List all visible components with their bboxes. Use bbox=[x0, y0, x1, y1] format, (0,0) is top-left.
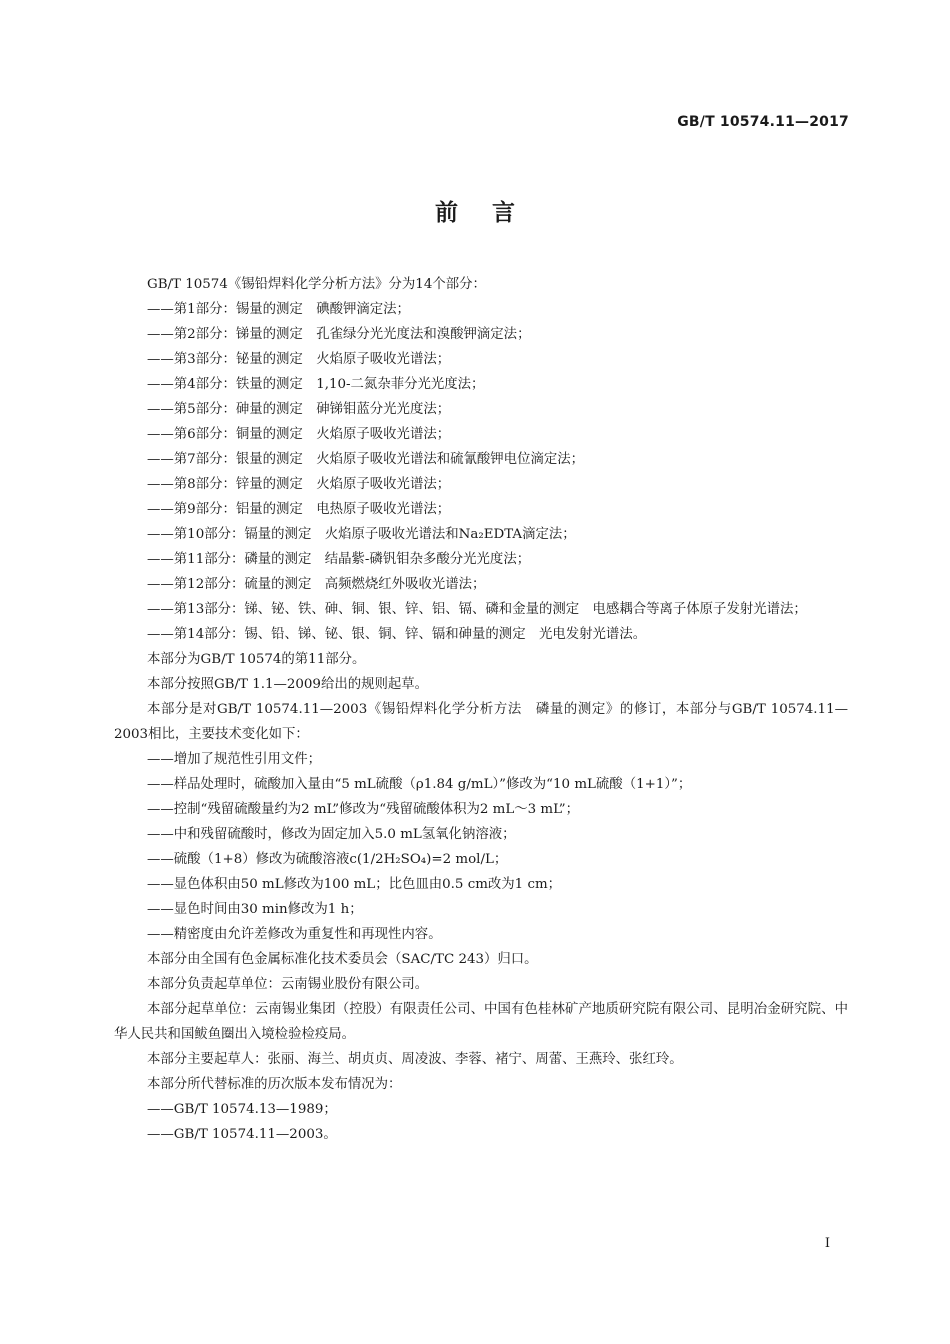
change-list-item: ——控制“残留硫酸量约为2 mL”修改为“残留硫酸体积为2 mL～3 mL”； bbox=[147, 802, 580, 817]
part-list-item: ——第8部分：锌量的测定 火焰原子吸收光谱法； bbox=[147, 477, 451, 492]
change-list-item: ——硫酸（1+8）修改为硫酸溶液c(1/2H₂SO₄)=2 mol/L； bbox=[147, 852, 508, 867]
history-intro-paragraph: 本部分所代替标准的历次版本发布情况为： bbox=[147, 1077, 402, 1092]
history-list-item: ——GB/T 10574.11—2003。 bbox=[147, 1127, 337, 1142]
part-list-item: ——第4部分：铁量的测定 1,10-二氮杂菲分光光度法； bbox=[147, 377, 485, 392]
part-list-item: ——第13部分：锑、铋、铁、砷、铜、银、锌、铝、镉、磷和金量的测定 电感耦合等离子体原子发射光谱法； bbox=[147, 602, 807, 617]
change-list-item: ——样品处理时，硫酸加入量由“5 mL硫酸（ρ1.84 g/mL）”修改为“10 mL硫酸（1+1）”； bbox=[147, 777, 692, 792]
change-list-item: ——显色时间由30 min修改为1 h； bbox=[147, 902, 363, 917]
part-list-item: ——第10部分：镉量的测定 火焰原子吸收光谱法和Na₂EDTA滴定法； bbox=[147, 527, 576, 542]
part-list-item: ——第3部分：铋量的测定 火焰原子吸收光谱法； bbox=[147, 352, 451, 367]
intro-paragraph: GB/T 10574《锡铅焊料化学分析方法》分为14个部分： bbox=[147, 277, 486, 292]
responsible-unit-paragraph: 本部分负责起草单位：云南锡业股份有限公司。 bbox=[147, 977, 429, 992]
part-list-item: ——第11部分：磷量的测定 结晶紫-磷钒钼杂多酸分光光度法； bbox=[147, 552, 531, 567]
revision-intro-paragraph: 本部分是对GB/T 10574.11—2003《锡铅焊料化学分析方法 磷量的测定》的修订，本部分与GB/T 10574.11—2003相比，主要技术变化如下： bbox=[114, 702, 848, 742]
part-list-item: ——第7部分：银量的测定 火焰原子吸收光谱法和硫氰酸钾电位滴定法； bbox=[147, 452, 585, 467]
foreword-body bbox=[114, 272, 848, 1147]
standard-code: GB/T 10574.11—2017 bbox=[677, 114, 849, 130]
page-number: I bbox=[824, 1236, 830, 1251]
part-list-item: ——第6部分：铜量的测定 火焰原子吸收光谱法； bbox=[147, 427, 451, 442]
change-list-item: ——增加了规范性引用文件； bbox=[147, 752, 322, 767]
history-list-item: ——GB/T 10574.13—1989； bbox=[147, 1102, 337, 1117]
proposed-by-paragraph: 本部分由全国有色金属标准化技术委员会（SAC/TC 243）归口。 bbox=[147, 952, 538, 967]
part-list-item: ——第5部分：砷量的测定 砷锑钼蓝分光光度法； bbox=[147, 402, 451, 417]
part-list-item: ——第9部分：铝量的测定 电热原子吸收光谱法； bbox=[147, 502, 451, 517]
part-list-item: ——第1部分：锡量的测定 碘酸钾滴定法； bbox=[147, 302, 410, 317]
change-list-item: ——精密度由允许差修改为重复性和再现性内容。 bbox=[147, 927, 442, 942]
drafters-paragraph: 本部分主要起草人：张丽、海兰、胡贞贞、周凌波、李蓉、褚宁、周蕾、王燕玲、张红玲。 bbox=[147, 1052, 683, 1067]
part-list-item: ——第12部分：硫量的测定 高频燃烧红外吸收光谱法； bbox=[147, 577, 486, 592]
change-list-item: ——显色体积由50 mL修改为100 mL；比色皿由0.5 cm改为1 cm； bbox=[147, 877, 562, 892]
change-list-item: ——中和残留硫酸时，修改为固定加入5.0 mL氢氧化钠溶液； bbox=[147, 827, 516, 842]
part-list-item: ——第2部分：锑量的测定 孔雀绿分光光度法和溴酸钾滴定法； bbox=[147, 327, 531, 342]
page-title: 前言 bbox=[435, 200, 549, 226]
drafting-rules-paragraph: 本部分按照GB/T 1.1—2009给出的规则起草。 bbox=[147, 677, 429, 692]
part-list-item: ——第14部分：锡、铅、锑、铋、银、铜、锌、镉和砷量的测定 光电发射光谱法。 bbox=[147, 627, 647, 642]
this-part-paragraph: 本部分为GB/T 10574的第11部分。 bbox=[147, 652, 366, 667]
drafting-units-paragraph: 本部分起草单位：云南锡业集团（控股）有限责任公司、中国有色桂林矿产地质研究院有限公司、昆明冶金研究院、中华人民共和国鲅鱼圈出入境检验检疫局。 bbox=[114, 1002, 848, 1042]
